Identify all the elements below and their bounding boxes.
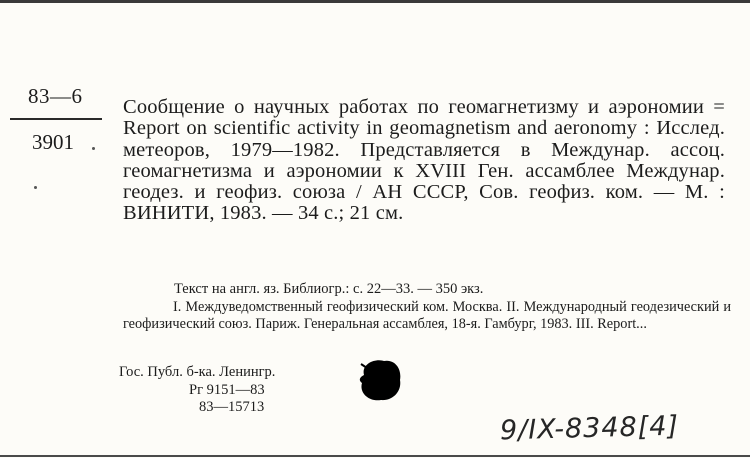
top-border (0, 0, 750, 3)
language-note: Текст на англ. яз. Библиогр.: с. 22—33. — 350 экз. (174, 281, 484, 297)
subject-headings: I. Междуведомственный геофизический ком. Москва. II. Международный геодезический и геофизический союз. Париж. Генеральная ассамблея, 18-я. Гамбург, 1983. III. Report... (123, 299, 731, 333)
ink-stamp-blot (355, 355, 405, 405)
dust-speck (92, 147, 95, 150)
dust-speck (34, 186, 37, 189)
section-index: 83—6 (28, 84, 83, 108)
library-name: Гос. Публ. б-ка. Ленингр. (119, 364, 276, 380)
bibliographic-description: Сообщение о научных работах по геомагнетизму и аэрономии = Report on scientific activity in geomagnetism and aeronomy : Исслед. метеоров, 1979—1982. Представляется в Междунар. ассоц. геомагнетизма и аэрономии к XVIII Ген. ассамблее Междунар. геодез. и геофиз. союза / АН СССР, Сов. геофиз. ком. — М. : ВИНИТИ, 1983. — 34 с.; 21 см. (123, 96, 725, 225)
entry-number: 3901 (32, 130, 74, 154)
registration-number: Рг 9151—83 (189, 382, 265, 398)
handwritten-note: 9/IX-8348[4] (499, 410, 680, 447)
index-divider (10, 118, 102, 120)
bottom-border (0, 455, 750, 457)
accession-number: 83—15713 (199, 399, 265, 415)
